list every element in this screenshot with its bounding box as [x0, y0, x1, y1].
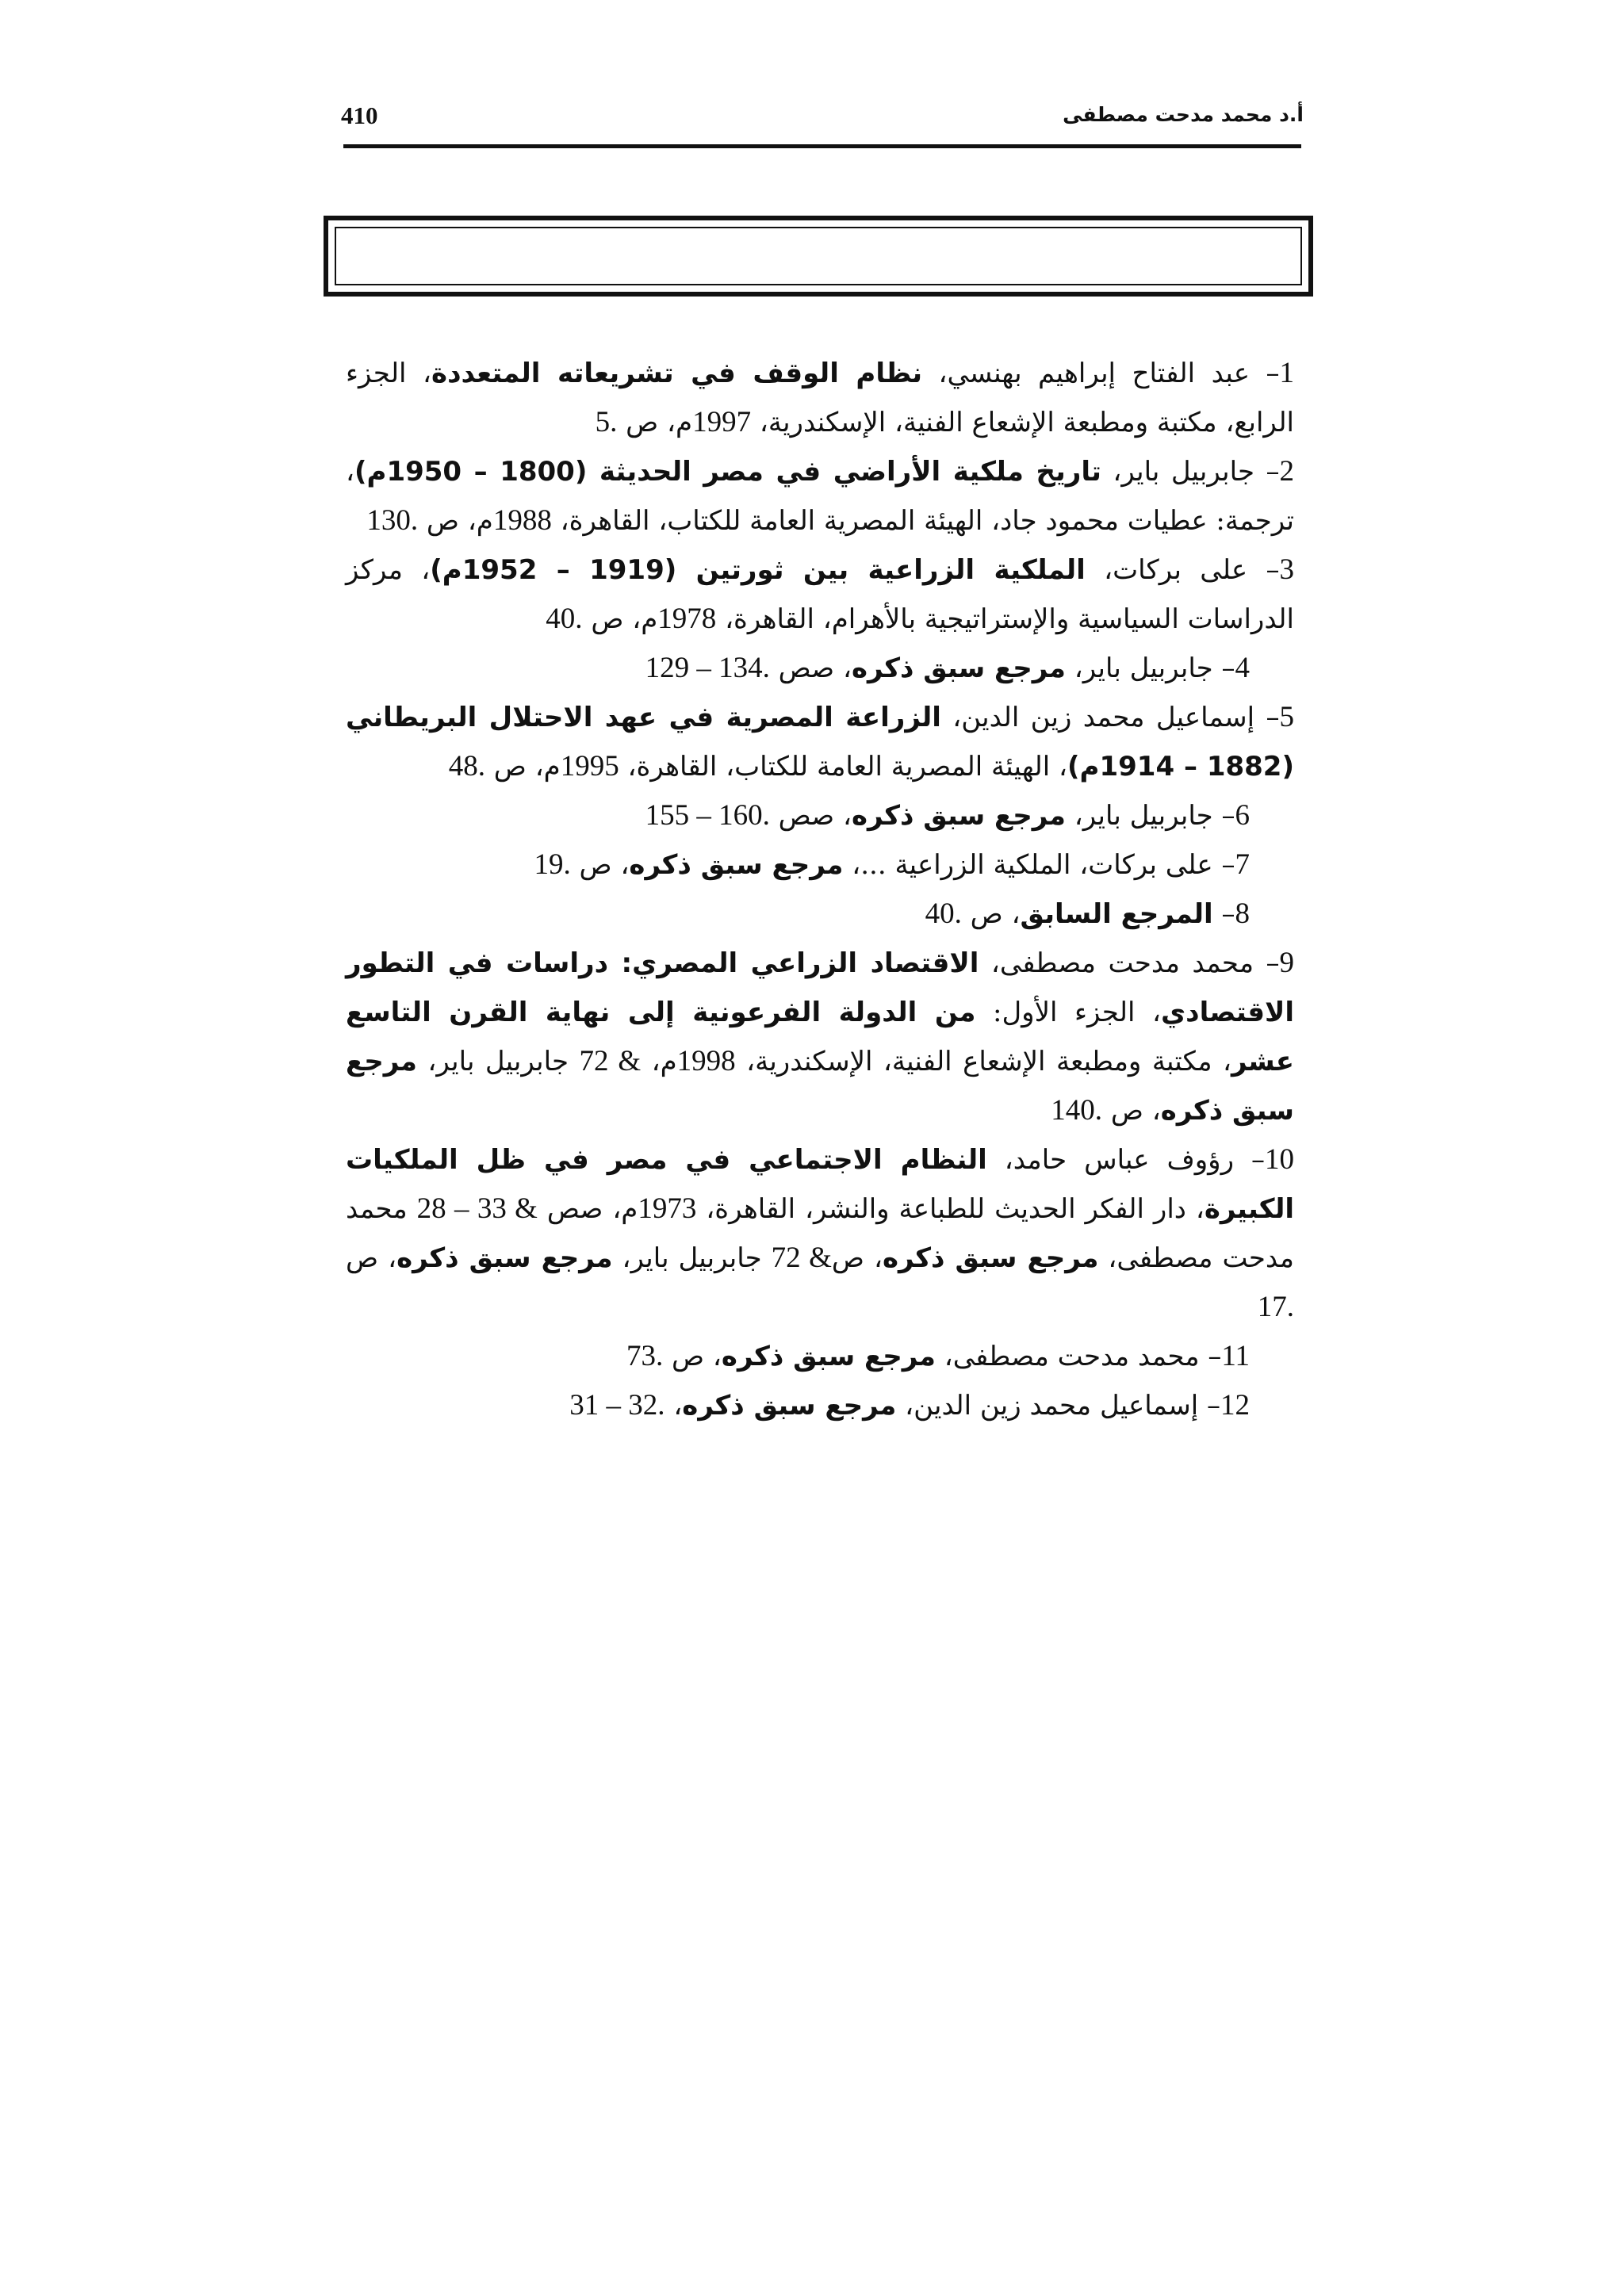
- footnote-number-text: 40.: [925, 897, 962, 930]
- footnote-number-text: 1: [1279, 357, 1294, 389]
- footnote-number-text: 12: [1220, 1389, 1250, 1422]
- footnote-text: ، صص: [769, 652, 852, 684]
- footnote-number-text: 9: [1279, 947, 1295, 979]
- footnote-text: ، ص: [663, 1341, 722, 1372]
- footnote-9: [346, 939, 1294, 1135]
- footnote-2: [337, 447, 1294, 545]
- footnote-text: ، مكتبة ومطبعة الإشعاع الفنية، الإسكندرية،: [735, 1046, 1232, 1077]
- footnote-number-text: 40.: [546, 603, 583, 635]
- footnote-number-text: 5: [1279, 701, 1294, 733]
- footnote-title: مرجع سبق ذكره: [721, 1341, 936, 1372]
- footnote-text: محمد مدحت مصطفى،: [337, 1193, 1294, 1274]
- footnote-text: ، ترجمة: عطيات محمود جاد، الهيئة المصرية العامة للكتاب، القاهرة،: [337, 456, 1294, 537]
- footnote-text: – جابربيل باير،: [1065, 800, 1235, 832]
- footnote-10: [337, 1135, 1294, 1332]
- footnote-number-text: 1997: [692, 406, 752, 438]
- footnote-number-text: 130.: [366, 504, 419, 537]
- footnote-number-text: 28 – 33 &: [416, 1192, 538, 1225]
- footnote-title: مرجع سبق ذكره: [851, 800, 1066, 832]
- footnote-title: مرجع سبق ذكره: [851, 652, 1066, 684]
- footnote-number-text: 8: [1235, 897, 1250, 930]
- footnote-7: [346, 840, 1294, 890]
- footnote-text: ، مركز الدراسات السياسية والإستراتيجية بالأهرام، القاهرة،: [337, 554, 1294, 635]
- footnote-number-text: 10: [1265, 1143, 1294, 1176]
- footnote-text: م، ص: [617, 407, 693, 438]
- footnote-text: جابربيل باير،: [416, 1046, 580, 1077]
- page-number: 410: [341, 101, 378, 129]
- footnotes-list: [337, 349, 1295, 1430]
- footnote-title: الاقتصاد الزراعي المصري: دراسات في التطور الاقتصادي: [346, 947, 1294, 1028]
- footnote-number-text: 6: [1235, 799, 1250, 832]
- footnote-text: م، صص: [537, 1193, 638, 1225]
- footnote-text: ، الهيئة المصرية العامة للكتاب، القاهرة،: [619, 751, 1068, 783]
- footnote-text: ، ص: [337, 1242, 397, 1274]
- footnote-number-text: 4: [1235, 652, 1250, 684]
- footnote-number-text: 1973: [638, 1192, 697, 1225]
- footnote-title: مرجع سبق ذكره: [682, 1390, 897, 1422]
- footnote-6: [346, 791, 1294, 840]
- footnote-text: م، ص: [582, 603, 658, 635]
- footnote-text: – جابربيل باير،: [1065, 652, 1235, 684]
- footnote-text: جابربيل باير،: [612, 1242, 772, 1274]
- footnote-3: [337, 545, 1294, 644]
- footnote-title: الملكية الزراعية بين ثورتين (1919 – 1952م): [430, 554, 1086, 586]
- footnote-text: – عبد الفتاح إبراهيم بهنسي،: [921, 358, 1280, 389]
- footnote-title: مرجع سبق ذكره: [396, 1242, 613, 1274]
- footnote-text: ، ص: [831, 1242, 883, 1274]
- footnote-title: نظام الوقف في تشريعاته المتعددة: [431, 358, 922, 389]
- footnote-number-text: 17.: [1257, 1291, 1294, 1323]
- footnote-text: – على بركات،: [1085, 554, 1280, 586]
- footnote-title: المرجع السابق: [1020, 898, 1213, 930]
- footnote-text: – على بركات، الملكية الزراعية ...،: [843, 849, 1235, 881]
- footnote-text: ، ص: [961, 898, 1021, 930]
- footnote-text: – رؤوف عباس حامد،: [986, 1144, 1265, 1176]
- footnote-title: الزراعة المصرية في عهد الاحتلال البريطاني (1882 – 1914م): [346, 702, 1294, 783]
- footnote-text: ، ص: [570, 849, 630, 881]
- footnote-text: ، دار الفكر الحديث للطباعة والنشر، القاهرة،: [696, 1193, 1205, 1225]
- footnote-12: [346, 1381, 1294, 1430]
- footnote-number-text: 48.: [448, 750, 485, 783]
- page-header: [341, 101, 1304, 149]
- footnote-text: م، ص: [418, 505, 493, 537]
- footnote-5: [346, 693, 1294, 791]
- footnote-text: – محمد مدحت مصطفى،: [935, 1341, 1222, 1372]
- footnote-title: تاريخ ملكية الأراضي في مصر الحديثة (1800 – 1950م): [354, 456, 1101, 488]
- footnote-4: [346, 644, 1294, 693]
- footnote-11: [346, 1332, 1294, 1381]
- footnote-text: –: [1212, 898, 1235, 930]
- footnote-number-text: 1998: [676, 1045, 736, 1077]
- footnote-number-text: 1995: [560, 750, 619, 783]
- footnote-8: [346, 890, 1294, 939]
- footnote-number-text: 5.: [595, 406, 618, 438]
- footnote-number-text: 155 – 160.: [645, 799, 770, 832]
- author-name: أ.د محمد مدحت مصطفى: [1063, 103, 1304, 126]
- footnote-number-text: 31 – 32.: [569, 1389, 665, 1422]
- header-rule: [343, 144, 1301, 148]
- footnote-number-text: 73.: [626, 1340, 664, 1372]
- footnote-text: ،: [665, 1390, 683, 1422]
- footnote-number-text: 72 &: [579, 1045, 642, 1077]
- footnote-number-text: 11: [1221, 1340, 1250, 1372]
- footnote-text: م، ص: [485, 751, 561, 783]
- footnote-text: ، الجزء الأول:: [975, 997, 1161, 1028]
- footnote-text: ، صص: [769, 800, 852, 832]
- footnote-title: مرجع سبق ذكره: [346, 1046, 1294, 1127]
- footnote-text: – جابربيل باير،: [1101, 456, 1280, 488]
- footnote-number-text: 19.: [534, 848, 571, 881]
- footnote-title: النظام الاجتماعي في مصر في ظل الملكيات الكبيرة: [346, 1144, 1294, 1225]
- footnote-number-text: 2: [1279, 455, 1294, 488]
- footnote-text: ، الجزء الرابع، مكتبة ومطبعة الإشعاع الفنية، الإسكندرية،: [337, 358, 1294, 438]
- footnote-text: – إسماعيل محمد زين الدين،: [940, 702, 1280, 733]
- footnote-number-text: 1978: [657, 603, 717, 635]
- footnote-number-text: 3: [1279, 553, 1294, 586]
- footnote-number-text: 72 &: [771, 1242, 832, 1274]
- footnote-title: مرجع سبق ذكره: [882, 1242, 1099, 1274]
- footnote-title: مرجع سبق ذكره: [629, 849, 844, 881]
- footnote-number-text: 140.: [1051, 1094, 1103, 1127]
- footnote-title: من الدولة الفرعونية إلى نهاية القرن التاسع عشر: [346, 997, 1294, 1077]
- footnote-1: [337, 349, 1294, 447]
- chapter-title-frame: [324, 216, 1313, 297]
- footnote-text: ، ص: [1102, 1095, 1161, 1127]
- footnote-number-text: 7: [1235, 848, 1250, 881]
- footnote-number-text: 1988: [492, 504, 552, 537]
- footnote-text: – محمد مدحت مصطفى،: [979, 947, 1280, 979]
- footnote-text: م،: [641, 1046, 677, 1077]
- footnote-text: – إسماعيل محمد زين الدين،: [896, 1390, 1220, 1422]
- footnote-number-text: 129 – 134.: [645, 652, 770, 684]
